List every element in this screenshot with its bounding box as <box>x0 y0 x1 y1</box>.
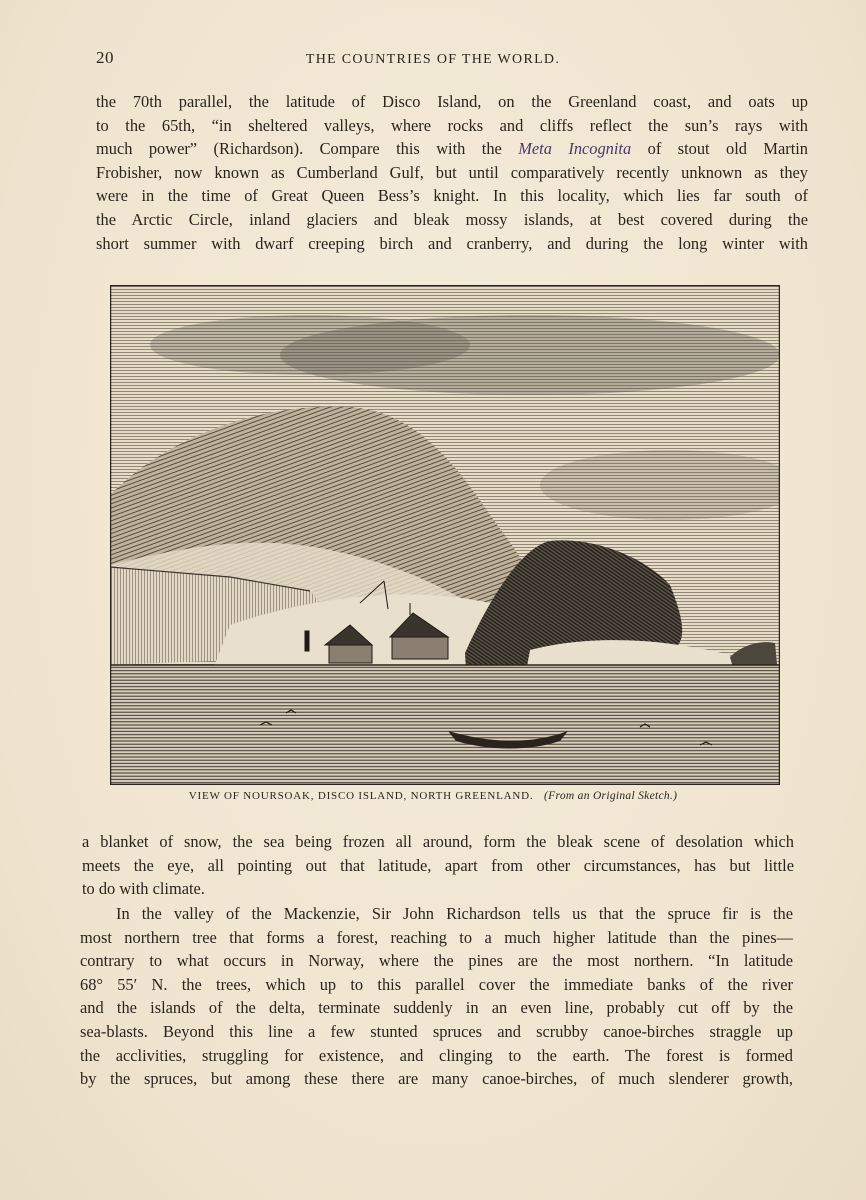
text-fragment: of stout old Martin <box>647 139 808 159</box>
text-line: to the 65th, “in sheltered valleys, where rocks and cliffs reflect the sun’s rays with <box>96 115 808 135</box>
paragraph-bottom <box>80 902 793 1091</box>
italic-phrase: Meta Incognita <box>518 139 632 159</box>
text-line: the 70th parallel, the latitude of Disco Island, on the Greenland coast, and oats up <box>96 92 808 111</box>
text-line: short summer with dwarf creeping birch and cranberry, and during the long winter with <box>96 233 808 253</box>
text-line: contrary to what occurs in Norway, where the pines are the most northern. “In latitude <box>80 951 793 971</box>
text-line: Frobisher, now known as Cumberland Gulf, but until comparatively recently unknown as they <box>96 162 808 182</box>
text-fragment: much power” (Richardson). Compare this with the <box>96 139 502 159</box>
text-line: meets the eye, all pointing out that latitude, apart from other circumstances, has but little <box>82 855 794 875</box>
text-line: the acclivities, struggling for existence, and clinging to the earth. The forest is formed <box>80 1045 793 1065</box>
text-line: the Arctic Circle, inland glaciers and bleak mossy islands, at best covered during the <box>96 209 808 229</box>
text-line <box>96 137 808 161</box>
text-line: and the islands of the delta, terminate suddenly in an even line, probably cut off by the <box>80 998 793 1018</box>
text-line: sea-blasts. Beyond this line a few stunted spruces and scrubby canoe-birches straggle up <box>80 1021 793 1041</box>
text-line: In the valley of the Mackenzie, Sir John Richardson tells us that the spruce fir is the <box>116 904 793 923</box>
caption-title: VIEW OF NOURSOAK, DISCO ISLAND, NORTH GREENLAND. <box>188 790 534 802</box>
paragraph-middle <box>82 830 794 901</box>
figure-caption <box>0 790 866 802</box>
page-number: 20 <box>96 48 114 67</box>
text-line: to do with climate. <box>82 879 205 899</box>
paragraph-top <box>96 90 808 255</box>
text-line: most northern tree that forms a forest, reaching to a much higher latitude than the pines— <box>80 927 793 947</box>
text-line: 68° 55′ N. the trees, which up to this parallel cover the immediate banks of the river <box>80 974 793 994</box>
engraving-illustration <box>110 285 780 785</box>
text-line: a blanket of snow, the sea being frozen all around, form the bleak scene of desolation which <box>82 832 794 851</box>
running-head: THE COUNTRIES OF THE WORLD. <box>305 52 561 67</box>
caption-credit: (From an Original Sketch.) <box>544 790 678 802</box>
text-line: by the spruces, but among these there are many canoe-birches, of much slenderer growth, <box>80 1069 793 1089</box>
text-line: were in the time of Great Queen Bess’s knight. In this locality, which lies far south of <box>96 186 808 206</box>
